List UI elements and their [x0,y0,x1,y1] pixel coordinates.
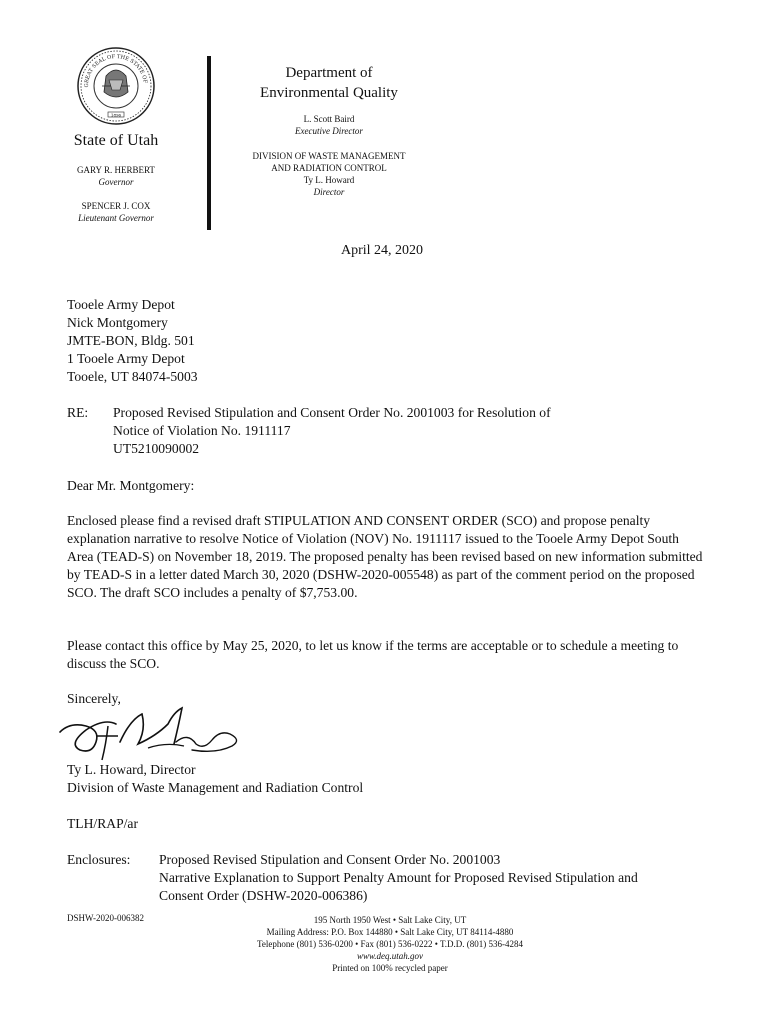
svg-text:THE GREAT SEAL OF THE STATE OF: GREAT SEAL OF THE STATE OF [83,53,148,88]
re-line: Proposed Revised Stipulation and Consent Order No. 2001003 for Resolution of [113,405,551,420]
governor-name: GARY R. HERBERT [77,165,155,175]
footer-recycled: Printed on 100% recycled paper [332,963,448,973]
director-title: Director [313,187,345,197]
re-label: RE: [67,405,89,420]
document-number: DSHW-2020-006382 [67,913,144,923]
exec-director-name: L. Scott Baird [303,114,355,124]
closing: Sincerely, [67,691,121,706]
signer-name: Ty L. Howard, Director [67,762,196,777]
address-line: JMTE-BON, Bldg. 501 [67,333,195,348]
state-name: State of Utah [73,132,159,149]
signer-block [67,761,363,797]
body-paragraph-2: Please contact this office by May 25, 2020, to let us know if the terms are acceptable or to schedule a meeting to discuss the SCO. [67,638,679,671]
governor-title: Governor [98,177,134,187]
division-line-1: DIVISION OF WASTE MANAGEMENT [252,151,406,161]
reference-initials: TLH/RAP/ar [67,816,138,831]
enclosure-item: Proposed Revised Stipulation and Consent Order No. 2001003 [159,852,501,867]
footer-address: 195 North 1950 West • Salt Lake City, UT [313,915,467,925]
salutation: Dear Mr. Montgomery: [67,478,195,493]
enclosures-label: Enclosures: [67,852,131,867]
letter-date: April 24, 2020 [341,243,424,258]
handwritten-signature-icon [56,700,246,768]
department-name [229,63,429,103]
address-line: Tooele, UT 84074-5003 [67,369,198,384]
address-line: Nick Montgomery [67,315,168,330]
footer-mailing: Mailing Address: P.O. Box 144880 • Salt Lake City, UT 84114-4880 [266,927,514,937]
division-block [229,150,429,198]
re-line: Notice of Violation No. 1911117 [113,423,291,438]
lt-governor-name: SPENCER J. COX [81,201,151,211]
signer-division: Division of Waste Management and Radiation Control [67,780,364,795]
body-paragraph-1: Enclosed please find a revised draft STIPULATION AND CONSENT ORDER (SCO) and propose penalty explanation narrative to resolve Notice of Violation (NOV) No. 1911117 issued to the Tooele Army Depot South Area (TEAD-S) on November 18, 2019. The proposed penalty has been revised based on new information submitted by TEAD-S in a letter dated March 30, 2020 (DSHW-2020-005548) as part of the comment period on the proposed SCO. The draft SCO includes a penalty of $7,753.00. [67,513,703,600]
address-line: 1 Tooele Army Depot [67,351,185,366]
director-name: Ty L. Howard [303,175,355,185]
state-officials [56,164,176,224]
department-line-1: Department of [285,65,373,81]
state-seal-icon [76,46,156,126]
address-line: Tooele Army Depot [67,297,175,312]
division-line-2: AND RADIATION CONTROL [271,163,387,173]
executive-director [229,113,429,137]
svg-text:1896: 1896 [110,112,122,118]
re-line: UT5210090002 [113,441,200,456]
recipient-address [67,296,198,386]
letterhead-divider [207,56,211,230]
exec-director-title: Executive Director [295,126,363,136]
enclosure-item: Narrative Explanation to Support Penalty Amount for Proposed Revised Stipulation and [159,870,638,885]
department-line-2: Environmental Quality [260,85,398,101]
footer-phone: Telephone (801) 536-0200 • Fax (801) 536-0222 • T.D.D. (801) 536-4284 [256,939,524,949]
page-footer [210,914,570,974]
footer-website: www.deq.utah.gov [356,951,424,961]
enclosure-item: Consent Order (DSHW-2020-006386) [159,888,368,903]
lt-governor-title: Lieutenant Governor [78,213,154,223]
